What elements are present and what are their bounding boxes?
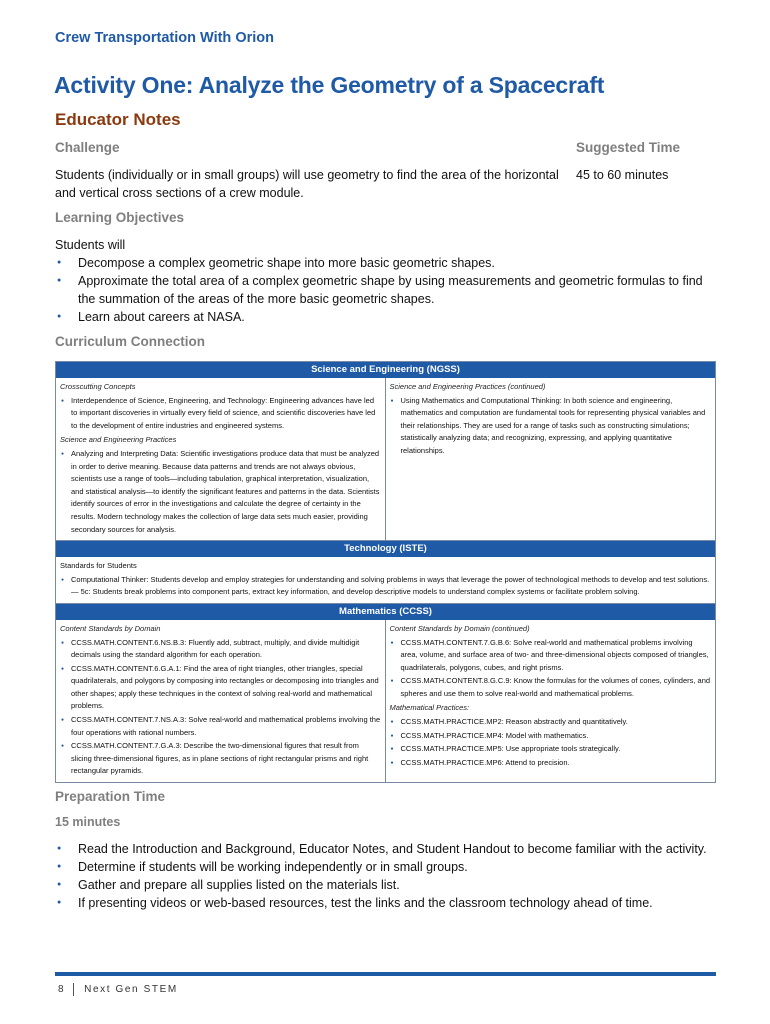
list-item: ● Learn about careers at NASA.	[55, 308, 721, 326]
list-item: ● Approximate the total area of a complex geometric shape by using measurements and geometric formulas to find the summation of the areas of the more basic geometric shapes.	[55, 272, 721, 308]
list-item: ● CCSS.MATH.CONTENT.6.G.A.1: Find the area of right triangles, other triangles, special quadrilaterals, and polygons by composing into rectangles or decomposing into triangles and other shapes; apply these techniques in the context of solving real-world and mathematical problems.	[60, 663, 381, 713]
ccss-left-list	[60, 637, 381, 779]
page-title: Activity One: Analyze the Geometry of a Spacecraft	[54, 72, 605, 98]
challenge-heading: Challenge	[55, 140, 120, 155]
ccss-right-list	[390, 637, 712, 701]
practices-continued-list	[390, 395, 712, 458]
footer	[58, 983, 178, 996]
ccss-band: Mathematics (CCSS)	[56, 604, 715, 620]
list-item: ● CCSS.MATH.PRACTICE.MP6: Attend to precision.	[390, 757, 712, 770]
list-item: ● CCSS.MATH.PRACTICE.MP2: Reason abstractly and quantitatively.	[390, 716, 712, 729]
page-number: 8	[58, 984, 66, 996]
footer-rule	[55, 972, 716, 976]
footer-label: Next Gen STEM	[84, 984, 178, 996]
list-item: ● Read the Introduction and Background, Educator Notes, and Student Handout to become familiar with the activity.	[55, 840, 721, 858]
practices-list	[60, 448, 381, 536]
preparation-time: 15 minutes	[55, 815, 121, 829]
list-item: ● Interdependence of Science, Engineering, and Technology: Engineering advances have led to important discoveries in virtually every field of science, and scientific discoveries have led to the development of entire industries and engineered systems.	[60, 395, 381, 433]
list-item: ● Using Mathematics and Computational Thinking: In both science and engineering, mathematics and computation are fundamental tools for representing physical variables and their relationships. They are used for a range of tasks such as constructing simulations; statistically analyzing data; and recognizing, expressing, and applying quantitative relationships.	[390, 395, 712, 458]
list-item: ● Analyzing and Interpreting Data: Scientific investigations produce data that must be analyzed in order to derive meaning. Because data patterns and trends are not always obvious, scientists use a range of tools—including tabulation, graphical interpretation, visualization, and statistical analysis—to identify the significant features and patterns in the data. Scientists identify sources of error in the investigations and calculate the degree of certainty in the results. Modern technology makes the collection of large data sets much easier, providing secondary sources for analysis.	[60, 448, 381, 536]
ngss-right-column	[386, 378, 716, 540]
learning-objectives-heading: Learning Objectives	[55, 210, 185, 225]
list-item: ● CCSS.MATH.CONTENT.7.G.A.3: Describe the two-dimensional figures that result from slicing three-dimensional figures, as in plane sections of right rectangular prisms and right rectangular pyramids.	[60, 740, 381, 778]
footer-separator	[73, 983, 74, 996]
ccss-left-heading: Content Standards by Domain	[60, 623, 161, 633]
running-header: Crew Transportation With Orion	[55, 30, 274, 46]
ngss-band: Science and Engineering (NGSS)	[56, 362, 715, 378]
curriculum-table	[55, 361, 716, 783]
suggested-time-heading: Suggested Time	[576, 140, 681, 155]
list-item: ● CCSS.MATH.PRACTICE.MP5: Use appropriate tools strategically.	[390, 743, 712, 756]
iste-sub-item: — 5c: Students break problems into component parts, extract key information, and develop descriptive models to understand complex systems or facilitate problem solving.	[71, 587, 640, 597]
crosscutting-list	[60, 395, 381, 433]
iste-content	[56, 557, 715, 604]
iste-list	[60, 574, 711, 587]
list-item: ● Determine if students will be working independently or in small groups.	[55, 858, 721, 876]
list-item: ● CCSS.MATH.CONTENT.8.G.C.9: Know the formulas for the volumes of cones, cylinders, and spheres and use them to solve real-world and mathematical problems.	[390, 675, 712, 700]
list-item: ● If presenting videos or web-based resources, test the links and the classroom technology ahead of time.	[55, 894, 721, 912]
challenge-text: Students (individually or in small groups) will use geometry to find the area of the horizontal and vertical cross sections of a crew module.	[55, 168, 559, 200]
objectives-intro: Students will	[55, 238, 126, 252]
practices-heading: Science and Engineering Practices	[60, 435, 177, 445]
practices-continued-heading: Science and Engineering Practices (continued)	[389, 382, 546, 391]
iste-heading: Standards for Students	[60, 561, 137, 571]
list-item: ● CCSS.MATH.CONTENT.7.NS.A.3: Solve real-world and mathematical problems involving the four operations with rational numbers.	[60, 714, 381, 739]
crosscutting-heading: Crosscutting Concepts	[60, 382, 136, 391]
list-item: ● CCSS.MATH.CONTENT.7.G.B.6: Solve real-world and mathematical problems involving area, volume, and surface area of two- and three-dimensional objects composed of triangles, quadrilaterals, polygons, cubes, and right prisms.	[390, 637, 712, 675]
objectives-list	[55, 254, 721, 326]
ngss-columns	[56, 378, 715, 541]
ccss-columns	[56, 620, 715, 782]
list-item: ● Computational Thinker: Students develop and employ strategies for understanding and solving problems in ways that leverage the power of technological methods to develop and test solutions.	[60, 574, 711, 587]
math-practices-list	[390, 716, 712, 769]
curriculum-heading: Curriculum Connection	[55, 334, 206, 349]
section-title: Educator Notes	[55, 110, 181, 129]
list-item: ● Decompose a complex geometric shape into more basic geometric shapes.	[55, 254, 721, 272]
ngss-left-column	[56, 378, 386, 540]
iste-band: Technology (ISTE)	[56, 541, 715, 557]
suggested-time-value: 45 to 60 minutes	[576, 168, 669, 182]
preparation-heading: Preparation Time	[55, 789, 166, 804]
list-item: ● CCSS.MATH.PRACTICE.MP4: Model with mathematics.	[390, 730, 712, 743]
ccss-right-heading: Content Standards by Domain (continued)	[389, 623, 530, 633]
ccss-left-column	[56, 620, 386, 782]
math-practices-heading: Mathematical Practices:	[389, 703, 470, 713]
preparation-list	[55, 840, 721, 912]
ccss-right-column	[386, 620, 716, 782]
list-item: ● CCSS.MATH.CONTENT.6.NS.B.3: Fluently add, subtract, multiply, and divide multidigit decimals using the standard algorithm for each operation.	[60, 637, 381, 662]
list-item: ● Gather and prepare all supplies listed on the materials list.	[55, 876, 721, 894]
